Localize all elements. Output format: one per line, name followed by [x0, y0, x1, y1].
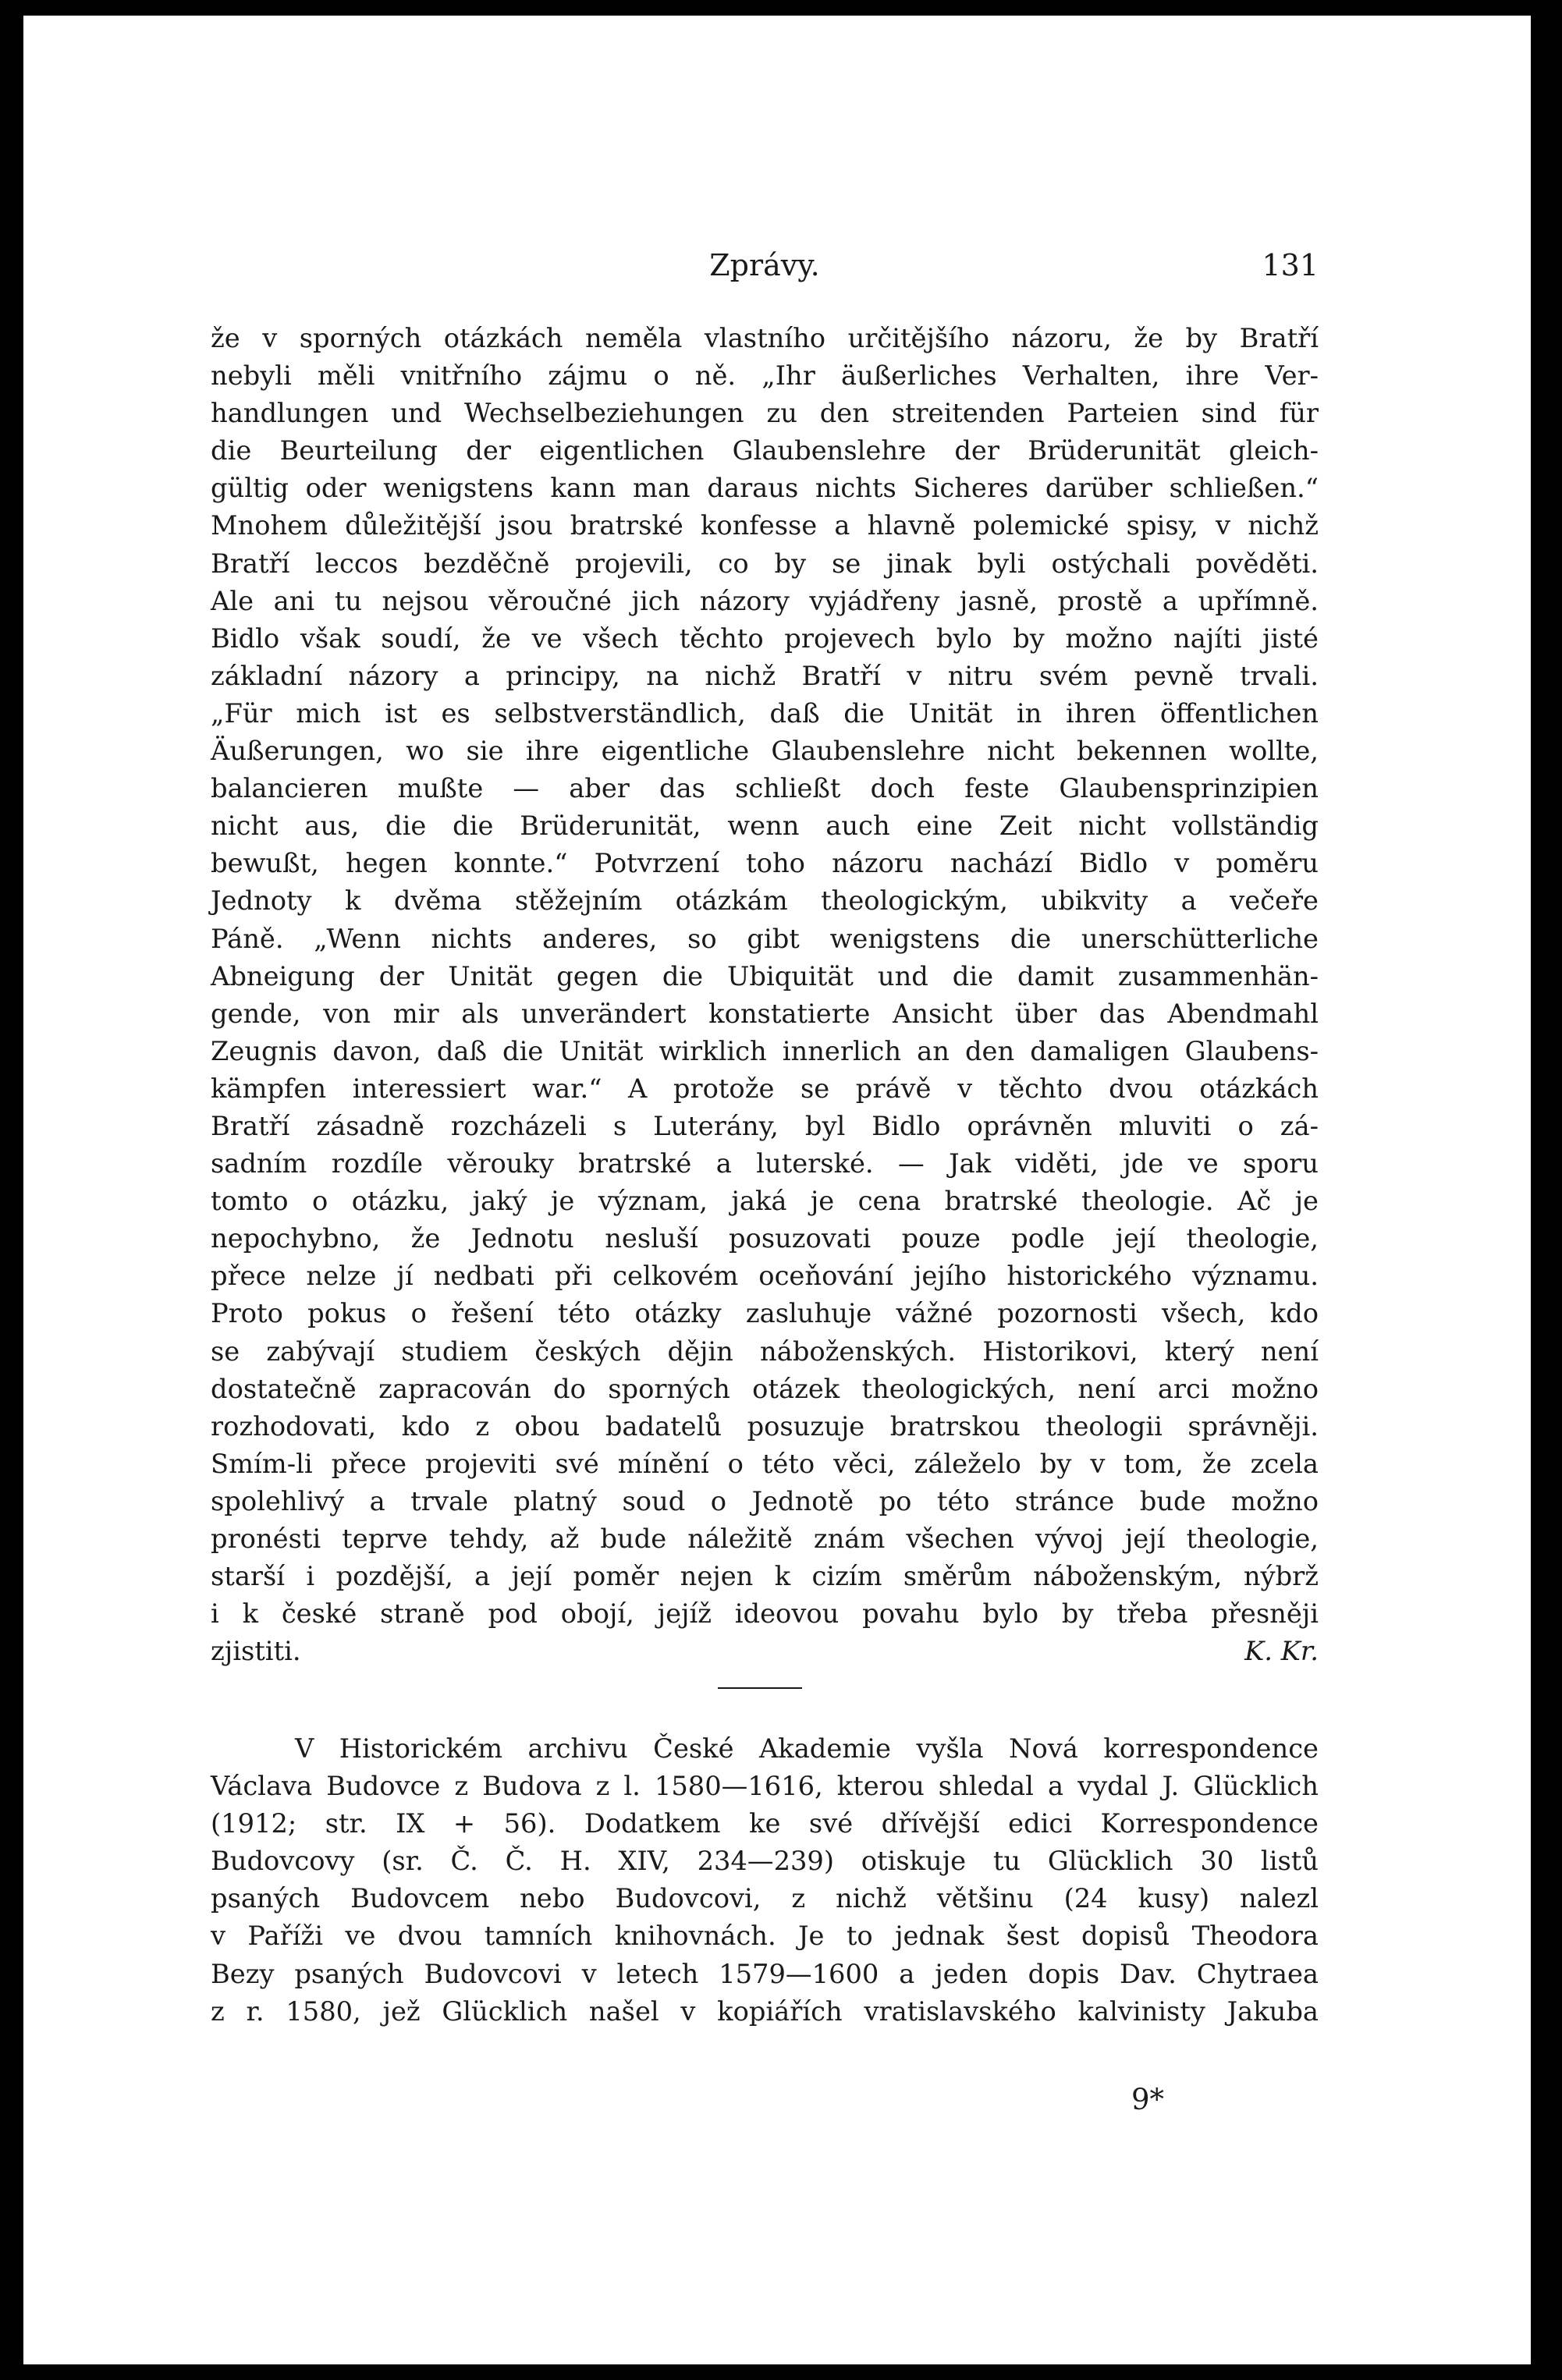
text-line: Äußerungen, wo sie ihre eigentliche Glaubenslehre nicht bekennen wollte, [211, 736, 1319, 767]
section-divider [718, 1687, 802, 1689]
text-line: starší i pozdější, a její poměr nejen k cizím směrům náboženským, nýbrž [211, 1561, 1319, 1592]
signature-mark: 9* [1131, 2083, 1165, 2116]
text-line: nepochybno, že Jednotu nesluší posuzovati pouze podle její theologie, [211, 1223, 1319, 1254]
closing-line [211, 1633, 1319, 1670]
text-line: gende, von mir als unverändert konstatierte Ansicht über das Abendmahl [211, 998, 1319, 1029]
page-number: 131 [1262, 248, 1319, 282]
text-line: nebyli měli vnitřního zájmu o ně. „Ihr äußerliches Verhalten, ihre Ver- [211, 360, 1319, 392]
text-line: die Beurteilung der eigentlichen Glaubenslehre der Brüderunität gleich- [211, 435, 1319, 466]
text-line: kämpfen interessiert war.“ A protože se právě v těchto dvou otázkách [211, 1073, 1319, 1104]
text-line: Bezy psaných Budovcovi v letech 1579—1600 a jeden dopis Dav. Chytraea [211, 1958, 1319, 1989]
text-line: rozhodovati, kdo z obou badatelů posuzuje bratrskou theologii správněji. [211, 1410, 1319, 1442]
text-line: Proto pokus o řešení této otázky zasluhuje vážné pozornosti všech, kdo [211, 1298, 1319, 1329]
text-line: sadním rozdíle věrouky bratrské a luterské. — Jak viděti, jde ve sporu [211, 1148, 1319, 1179]
text-line: gültig oder wenigstens kann man daraus nichts Sicheres darüber schließen.“ [211, 473, 1319, 504]
text-line: se zabývají studiem českých dějin náboženských. Historikovi, který není [211, 1335, 1319, 1367]
text-line: pronésti teprve tehdy, až bude náležitě znám všechen vývoj její theologie, [211, 1523, 1319, 1554]
text-line: Abneigung der Unität gegen die Ubiquität und die damit zusammenhän- [211, 960, 1319, 991]
text-line: Mnohem důležitější jsou bratrské konfesse a hlavně polemické spisy, v nichž [211, 510, 1319, 541]
text-line: spolehlivý a trvale platný soud o Jednotě po této stránce bude možno [211, 1485, 1319, 1516]
text-line: Budovcovy (sr. Č. Č. H. XIV, 234—239) otiskuje tu Glücklich 30 listů [211, 1846, 1319, 1877]
text-line: Smím-li přece projeviti své mínění o této věci, záleželo by v tom, že zcela [211, 1448, 1319, 1479]
text-line: že v sporných otázkách neměla vlastního určitějšího názoru, že by Bratří [211, 323, 1319, 353]
text-line: Bratří leccos bezděčně projevili, co by se jinak byli ostýchali pověděti. [211, 548, 1319, 579]
section-title: Zprávy. [709, 248, 820, 282]
text-line: „Für mich ist es selbstverständlich, daß die Unität in ihren öffentlichen [211, 697, 1319, 729]
paragraph-1 [211, 320, 1319, 1670]
text-line: v Paříži ve dvou tamních knihovnách. Je to jednak šest dopisů Theodora [211, 1921, 1319, 1952]
text-line: přece nelze jí nedbati při celkovém oceňování jejího historického významu. [211, 1261, 1319, 1292]
author-signature: K. Kr. [1244, 1636, 1319, 1667]
text-line: zjistiti. [211, 1636, 301, 1667]
text-line: psaných Budovcem nebo Budovcovi, z nichž většinu (24 kusy) nalezl [211, 1883, 1319, 1914]
text-line: balancieren mußte — aber das schließt doch feste Glaubensprinzipien [211, 773, 1319, 804]
text-line: Ale ani tu nejsou věroučné jich názory vyjádřeny jasně, prostě a upřímně. [211, 585, 1319, 616]
text-line: (1912; str. IX + 56). Dodatkem ke své dřívější edici Korrespondence [211, 1808, 1319, 1839]
text-line: z r. 1580, jež Glücklich našel v kopiářích vratislavského kalvinisty Jakuba [211, 1995, 1319, 2027]
text-line: Václava Budovce z Budova z l. 1580—1616, kterou shledal a vydal J. Glücklich [211, 1771, 1319, 1802]
text-line: Jednoty k dvěma stěžejním otázkám theologickým, ubikvity a večeře [211, 885, 1319, 917]
text-line: základní názory a principy, na nichž Bratří v nitru svém pevně trvali. [211, 660, 1319, 691]
text-line: Zeugnis davon, daß die Unität wirklich innerlich an den damaligen Glaubens- [211, 1035, 1319, 1066]
text-line: i k české straně pod obojí, jejíž ideovou povahu bylo by třeba přesněji [211, 1598, 1319, 1630]
text-line: nicht aus, die die Brüderunität, wenn auch eine Zeit nicht vollständig [211, 810, 1319, 842]
paragraph-2 [211, 1730, 1319, 2031]
text-line: V Historickém archivu České Akademie vyšla Nová korrespondence [295, 1733, 1319, 1764]
text-line: Bratří zásadně rozcházeli s Luterány, byl Bidlo oprávněn mluviti o zá- [211, 1110, 1319, 1141]
text-line: tomto o otázku, jaký je význam, jaká je cena bratrské theologie. Ač je [211, 1186, 1319, 1217]
page-header [211, 248, 1319, 295]
text-line: handlungen und Wechselbeziehungen zu den streitenden Parteien sind für [211, 398, 1319, 429]
text-line: bewußt, hegen konnte.“ Potvrzení toho názoru nachází Bidlo v poměru [211, 848, 1319, 879]
text-line: Páně. „Wenn nichts anderes, so gibt wenigstens die unerschütterliche [211, 923, 1319, 954]
text-line: dostatečně zapracován do sporných otázek theologických, není arci možno [211, 1373, 1319, 1404]
text-line: Bidlo však soudí, že ve všech těchto projevech bylo by možno najíti jisté [211, 622, 1319, 654]
